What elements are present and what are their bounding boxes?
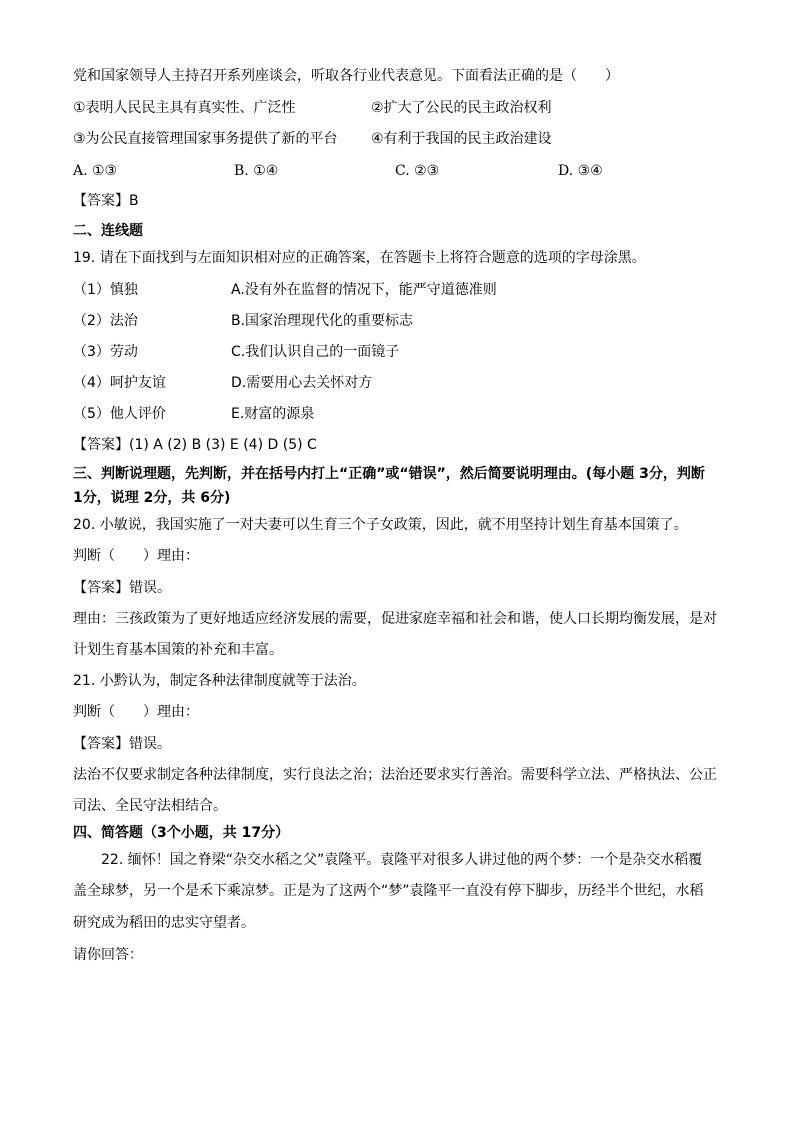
q22-line3: 研究成为稻田的忠实守望者。 — [73, 915, 255, 931]
q18-option-b: B. ①④ — [234, 163, 279, 179]
q21-reason-line2: 司法、全民守法相结合。 — [73, 798, 227, 814]
q21-reason-line1: 法治不仅要求制定各种法律制度，实行良法之治；法治还要求实行善治。需要科学立法、严格执法、公正 — [73, 767, 717, 783]
q20-judge: 判断（ ）理由： — [73, 548, 199, 564]
q19-answer: 【答案】(1) A (2) B (3) E (4) D (5) C — [73, 437, 317, 453]
q19-right-d: D.需要用心去关怀对方 — [231, 375, 373, 391]
q19-left-2: （2）法治 — [73, 313, 138, 329]
q18-item-1: ①表明人民民主具有真实性、广泛性 — [73, 100, 296, 116]
q19-right-b: B.国家治理现代化的重要标志 — [231, 313, 414, 329]
section3-title-line2: 1分，说理 2分，共 6分) — [73, 490, 231, 506]
q19-left-1: （1）慎独 — [73, 282, 138, 298]
q19-left-5: （5）他人评价 — [73, 406, 166, 422]
section4-title: 四、简答题（3个小题，共 17分） — [73, 825, 290, 841]
q21-judge: 判断（ ）理由： — [73, 704, 199, 720]
q18-option-d: D. ③④ — [558, 163, 603, 179]
q18-option-a: A. ①③ — [73, 163, 118, 179]
q19-left-3: （3）劳动 — [73, 344, 138, 360]
q22-line2: 盖全球梦，另一个是禾下乘凉梦。正是为了这两个“梦”袁隆平一直没有停下脚步，历经半个世纪，水稻 — [73, 883, 704, 899]
q19-right-e: E.财富的源泉 — [231, 406, 315, 422]
section2-title: 二、连线题 — [73, 223, 143, 239]
q21-stem: 21. 小黔认为，制定各种法律制度就等于法治。 — [73, 673, 366, 689]
q21-answer: 【答案】错误。 — [73, 736, 171, 752]
q19-right-a: A.没有外在监督的情况下，能严守道德准则 — [231, 282, 497, 298]
q19-stem: 19. 请在下面找到与左面知识相对应的正确答案，在答题卡上将符合题意的选项的字母涂黑。 — [73, 250, 646, 266]
q18-answer: 【答案】B — [73, 193, 139, 209]
q20-stem: 20. 小敏说，我国实施了一对夫妻可以生育三个子女政策，因此，就不用坚持计划生育基本国策了。 — [73, 517, 688, 533]
q18-item-2: ②扩大了公民的民主政治权利 — [371, 100, 552, 116]
q22-prompt: 请你回答： — [73, 947, 143, 963]
q18-stem: 党和国家领导人主持召开系列座谈会，听取各行业代表意见。下面看法正确的是（ ） — [73, 68, 619, 84]
q22-line1: 22. 缅怀！国之脊梁“杂交水稻之父”袁隆平。袁隆平对很多人讲过他的两个梦：一个是杂交水稻覆 — [101, 852, 703, 868]
q19-left-4: （4）呵护友谊 — [73, 375, 166, 391]
q18-item-4: ④有利于我国的民主政治建设 — [371, 131, 552, 147]
q20-reason-line1: 理由：三孩政策为了更好地适应经济发展的需要，促进家庭幸福和社会和谐，使人口长期均衡发展，是对 — [73, 611, 717, 627]
q20-answer: 【答案】错误。 — [73, 580, 171, 596]
q18-item-3: ③为公民直接管理国家事务提供了新的平台 — [73, 131, 338, 147]
q20-reason-line2: 计划生育基本国策的补充和丰富。 — [73, 642, 283, 658]
section3-title-line1: 三、判断说理题，先判断，并在括号内打上“正确”或“错误”，然后简要说明理由。(每小题 3分，判断 — [73, 466, 705, 482]
q18-option-c: C. ②③ — [395, 163, 440, 179]
q19-right-c: C.我们认识自己的一面镜子 — [231, 344, 400, 360]
